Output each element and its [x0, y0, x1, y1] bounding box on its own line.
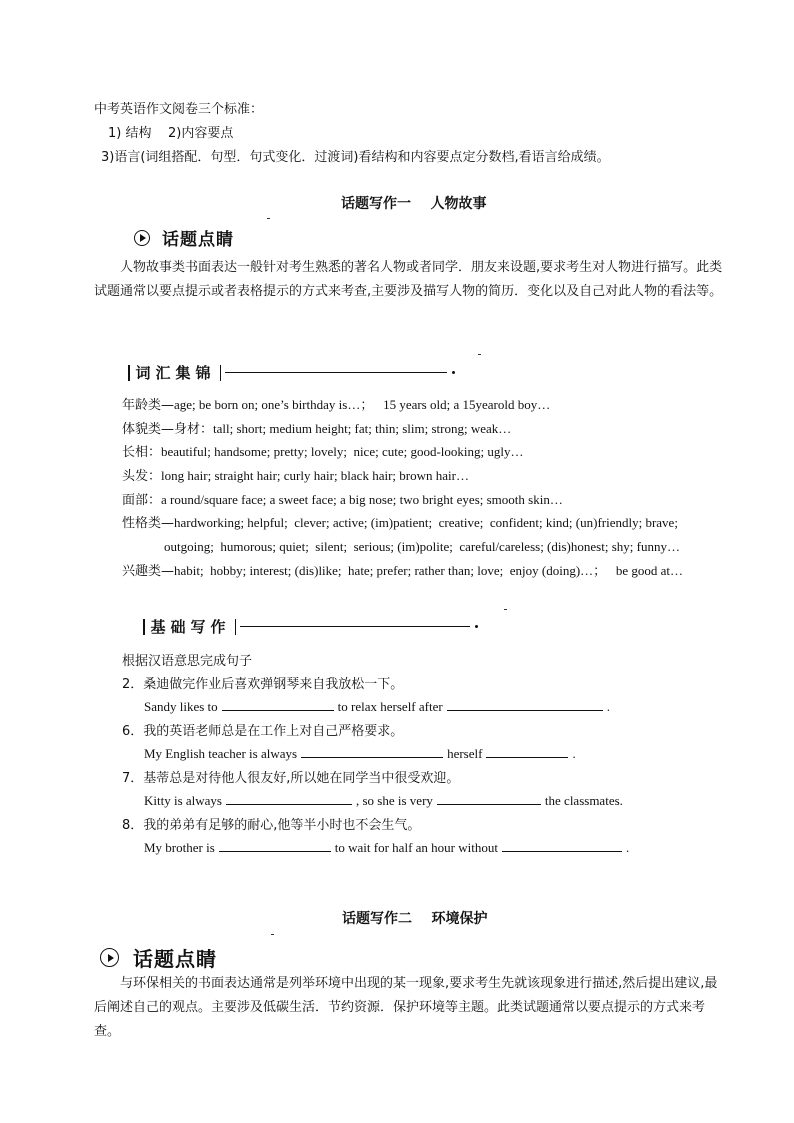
exercise-prompt: 7．基蒂总是对待他人很友好,所以她在同学当中很受欢迎。 [122, 771, 460, 786]
topic1-badge-label: 话题点睛 [162, 230, 234, 250]
exercise-sentence [144, 791, 623, 809]
vocab-item [122, 418, 511, 437]
intro-line-2: 1) 结构 2)内容要点 [108, 126, 234, 141]
sentence-part: herself [447, 746, 483, 761]
sentence-part: to wait for half an hour without [334, 840, 498, 855]
vocab-header [128, 362, 455, 383]
sentence-part: , so she is very [356, 793, 433, 808]
exercise-sentence [144, 697, 610, 715]
stray-mark [271, 934, 274, 935]
vocab-item [122, 394, 550, 413]
vocab-item-text: a round/square face; a sweet face; a big nose; two bright eyes; smooth skin… [161, 492, 563, 507]
topic2-badge-label: 话题点睛 [133, 947, 217, 971]
exercise-sentence [144, 838, 629, 856]
vocab-item-label: 头发： [122, 469, 162, 484]
stray-mark [267, 218, 270, 219]
answer-blank[interactable] [486, 744, 568, 758]
answer-blank[interactable] [226, 791, 352, 805]
intro-line-1: 中考英语作文阅卷三个标准： [94, 102, 264, 117]
answer-blank[interactable] [222, 697, 334, 711]
answer-blank[interactable] [447, 697, 603, 711]
topic2-badge [100, 943, 217, 972]
vocab-item-text: long hair; straight hair; curly hair; black hair; brown hair… [161, 468, 469, 483]
answer-blank[interactable] [437, 791, 541, 805]
vocab-item-text: outgoing; humorous; quiet; silent; serious; (im)polite; careful/careless; (dis)honest; shy; funny… [164, 539, 680, 554]
vocab-item-label: 长相： [122, 445, 162, 460]
vocab-item-label: 面部： [122, 493, 162, 508]
sentence-part: My English teacher is always [144, 746, 298, 761]
topic2-title: 话题写作二 环境保护 [342, 911, 488, 927]
exercise-prompt: 6．我的英语老师总是在工作上对自己严格要求。 [122, 724, 404, 739]
topic1-paragraph: 人物故事类书面表达一般针对考生熟悉的著名人物或者同学．朋友来设题,要求考生对人物进行描写。此类试题通常以要点提示或者表格提示的方式来考查,主要涉及描写人物的简历．变化以及自己对此人物的看法等。 [94, 260, 723, 299]
vocab-item-label: 年龄类— [122, 398, 175, 413]
vocab-item [122, 560, 683, 579]
vocab-header-label: 词汇集锦 [135, 364, 216, 382]
vocab-item-text: age; be born on; one’s birthday is…； 15 years old; a 15yearold boy… [174, 397, 551, 412]
basic-instruction: 根据汉语意思完成句子 [122, 654, 253, 669]
vocab-item-text: 身材：tall; short; medium height; fat; thin; slim; strong; weak… [174, 421, 512, 436]
play-icon [134, 230, 150, 246]
intro-line-3: 3)语言(词组搭配．句型．句式变化．过渡词)看结构和内容要点定分数档,看语言给成绩。 [101, 150, 610, 165]
play-icon [100, 948, 119, 967]
stray-mark [478, 354, 481, 355]
vocab-item-label: 体貌类— [122, 422, 175, 437]
sentence-part: . [625, 840, 630, 855]
sentence-part: to relax herself after [337, 699, 443, 714]
exercise-sentence [144, 744, 576, 762]
stray-mark [504, 609, 507, 610]
sentence-part: My brother is [144, 840, 215, 855]
basic-header-label: 基础写作 [150, 618, 231, 636]
vocab-item [122, 489, 563, 508]
sentence-part: . [572, 746, 576, 761]
basic-header [143, 616, 478, 637]
vocab-item [122, 512, 678, 531]
topic1-badge [134, 225, 234, 250]
vocab-item-text: beautiful; handsome; pretty; lovely; nice; cute; good-looking; ugly… [161, 444, 524, 459]
answer-blank[interactable] [502, 838, 622, 852]
sentence-part: Kitty is always [144, 793, 222, 808]
vocab-item-label: 性格类— [122, 516, 175, 531]
vocab-item [122, 465, 469, 484]
vocab-item [164, 536, 680, 555]
vocab-item-text: habit; hobby; interest; (dis)like; hate; prefer; rather than; love; enjoy (doing)…； be good at… [174, 563, 684, 578]
vocab-item-text: hardworking; helpful; clever; active; (im)patient; creative; confident; kind; (un)friendly; brave; [174, 515, 678, 530]
vocab-item-label: 兴趣类— [122, 564, 175, 579]
exercise-prompt: 2．桑迪做完作业后喜欢弹钢琴来自我放松一下。 [122, 677, 404, 692]
topic2-paragraph: 与环保相关的书面表达通常是列举环境中出现的某一现象,要求考生先就该现象进行描述,然后提出建议,最后阐述自己的观点。主要涉及低碳生活．节约资源．保护环境等主题。此类试题通常以要点提示的方式来考查。 [94, 976, 718, 1039]
sentence-part: . [606, 699, 610, 714]
sentence-part: the classmates. [544, 793, 623, 808]
answer-blank[interactable] [219, 838, 331, 852]
topic1-title: 话题写作一 人物故事 [341, 196, 487, 212]
vocab-item [122, 441, 524, 460]
exercise-prompt: 8．我的弟弟有足够的耐心,他等半小时也不会生气。 [122, 818, 421, 833]
sentence-part: Sandy likes to [144, 699, 218, 714]
answer-blank[interactable] [301, 744, 443, 758]
